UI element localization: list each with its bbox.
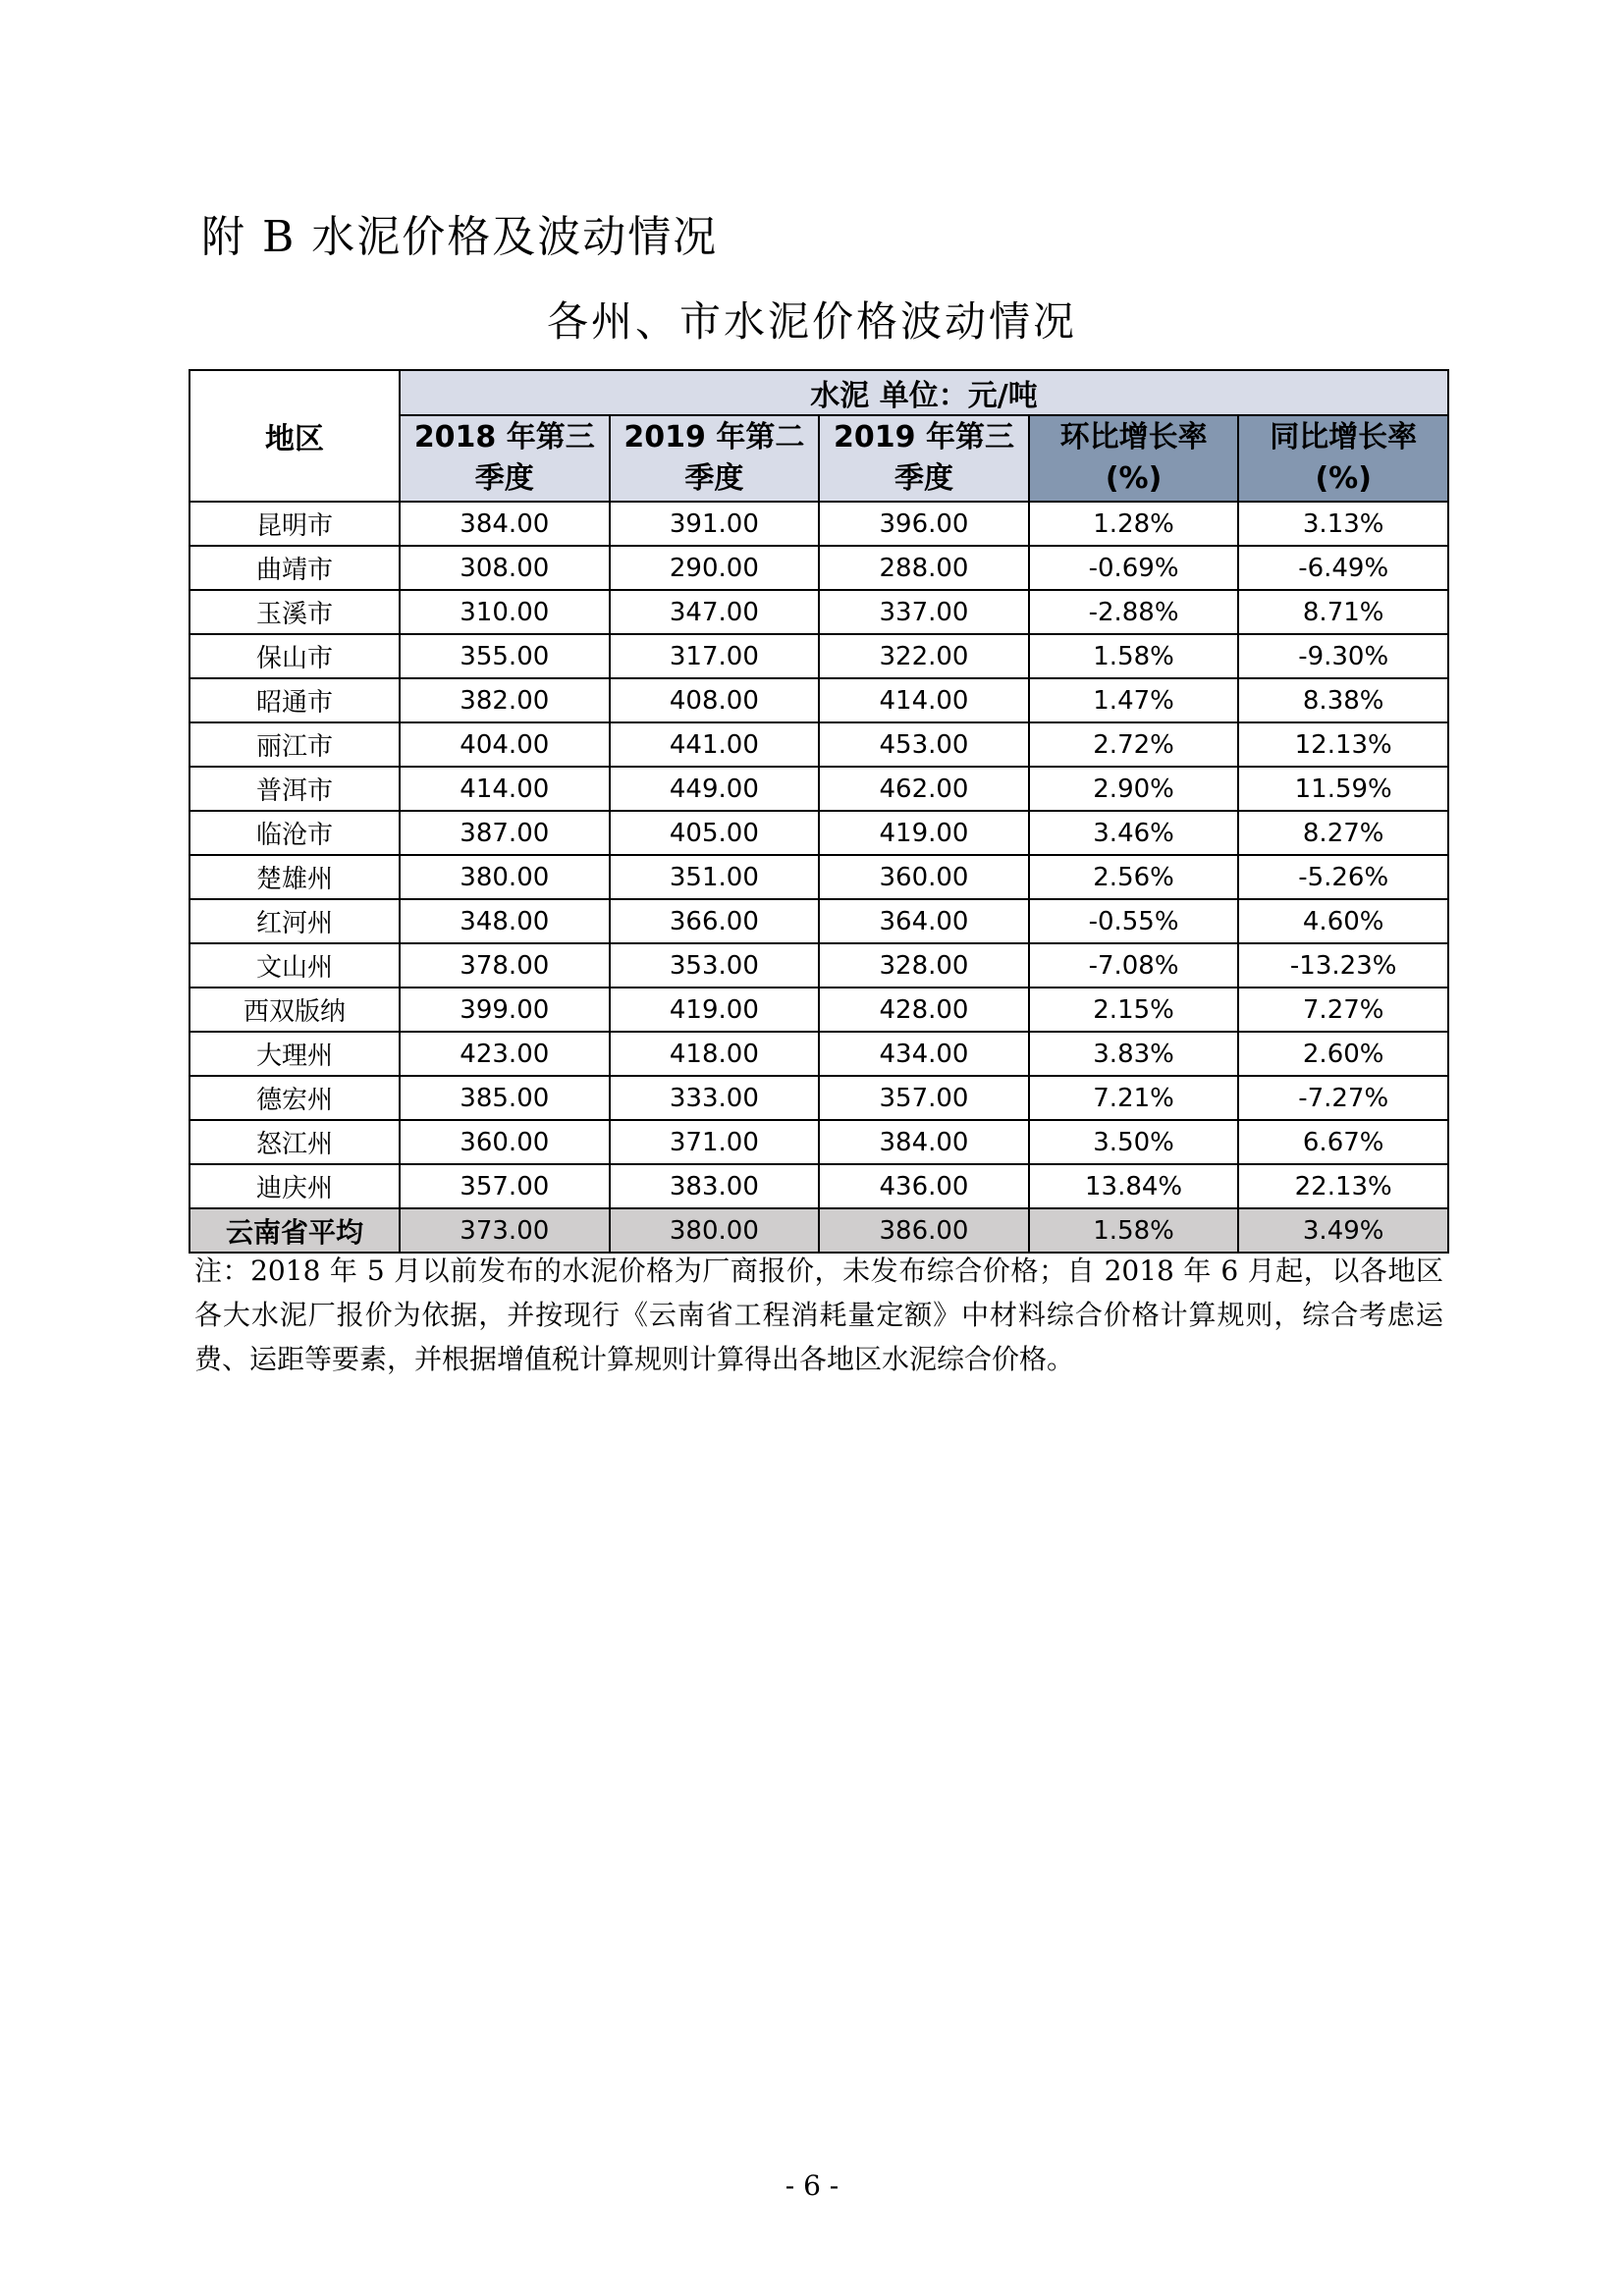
- qoq-rate-cell: 3.50%: [1029, 1120, 1239, 1164]
- price-2019-q2-cell: 441.00: [610, 722, 820, 767]
- qoq-rate-cell: 2.15%: [1029, 988, 1239, 1032]
- region-cell: 丽江市: [189, 722, 400, 767]
- yoy-rate-cell: 3.13%: [1238, 502, 1448, 546]
- table-row: [189, 634, 1448, 678]
- price-2019-q3-cell: 357.00: [819, 1076, 1029, 1120]
- col-yoy-header: 同比增长率 (%): [1238, 415, 1448, 502]
- price-2019-q3-cell: 453.00: [819, 722, 1029, 767]
- table-row: [189, 855, 1448, 899]
- yoy-rate-cell: -13.23%: [1238, 943, 1448, 988]
- region-cell: 怒江州: [189, 1120, 400, 1164]
- table-row: [189, 1164, 1448, 1208]
- qoq-rate-cell: 2.72%: [1029, 722, 1239, 767]
- price-2018-q3-cell: 348.00: [400, 899, 610, 943]
- qoq-rate-cell: 3.46%: [1029, 811, 1239, 855]
- price-2018-q3-cell: 357.00: [400, 1164, 610, 1208]
- price-2019-q2-cell: 449.00: [610, 767, 820, 811]
- price-2019-q2-cell: 333.00: [610, 1076, 820, 1120]
- table-row: [189, 1076, 1448, 1120]
- region-cell: 昭通市: [189, 678, 400, 722]
- region-cell: 昆明市: [189, 502, 400, 546]
- yoy-rate-cell: -6.49%: [1238, 546, 1448, 590]
- qoq-rate-cell: 2.90%: [1029, 767, 1239, 811]
- table-row: [189, 1120, 1448, 1164]
- yoy-rate-cell: -5.26%: [1238, 855, 1448, 899]
- table-body: [189, 502, 1448, 1208]
- price-2019-q2-cell: 371.00: [610, 1120, 820, 1164]
- price-2019-q3-cell: 419.00: [819, 811, 1029, 855]
- price-2019-q2-cell: 419.00: [610, 988, 820, 1032]
- price-2018-q3-cell: 310.00: [400, 590, 610, 634]
- price-2019-q3-cell: 436.00: [819, 1164, 1029, 1208]
- yoy-rate-cell: 22.13%: [1238, 1164, 1448, 1208]
- region-column-header: 地区: [189, 370, 400, 502]
- col-2019-q3-header: 2019 年第三 季度: [819, 415, 1029, 502]
- region-cell: 红河州: [189, 899, 400, 943]
- table-row: [189, 899, 1448, 943]
- price-2019-q3-cell: 414.00: [819, 678, 1029, 722]
- qoq-rate-cell: -7.08%: [1029, 943, 1239, 988]
- qoq-rate-cell: -0.55%: [1029, 899, 1239, 943]
- qoq-rate-cell: 1.28%: [1029, 502, 1239, 546]
- table-row: [189, 546, 1448, 590]
- price-2018-q3-cell: 423.00: [400, 1032, 610, 1076]
- average-2019-q3-cell: 386.00: [819, 1208, 1029, 1253]
- page-number: - 6 -: [785, 2169, 839, 2202]
- yoy-rate-cell: 8.38%: [1238, 678, 1448, 722]
- average-region-cell: 云南省平均: [189, 1208, 400, 1253]
- qoq-rate-cell: -2.88%: [1029, 590, 1239, 634]
- price-2019-q2-cell: 366.00: [610, 899, 820, 943]
- appendix-heading: 附 B 水泥价格及波动情况: [201, 212, 719, 262]
- region-cell: 玉溪市: [189, 590, 400, 634]
- price-2018-q3-cell: 308.00: [400, 546, 610, 590]
- yoy-rate-cell: 7.27%: [1238, 988, 1448, 1032]
- region-cell: 临沧市: [189, 811, 400, 855]
- yoy-rate-cell: 6.67%: [1238, 1120, 1448, 1164]
- price-2019-q2-cell: 408.00: [610, 678, 820, 722]
- price-2018-q3-cell: 355.00: [400, 634, 610, 678]
- table-row: [189, 811, 1448, 855]
- price-2019-q3-cell: 384.00: [819, 1120, 1029, 1164]
- price-2019-q3-cell: 337.00: [819, 590, 1029, 634]
- table-row: [189, 767, 1448, 811]
- price-2018-q3-cell: 387.00: [400, 811, 610, 855]
- price-2018-q3-cell: 385.00: [400, 1076, 610, 1120]
- yoy-rate-cell: 4.60%: [1238, 899, 1448, 943]
- price-2019-q2-cell: 347.00: [610, 590, 820, 634]
- yoy-rate-cell: -9.30%: [1238, 634, 1448, 678]
- qoq-rate-cell: 1.47%: [1029, 678, 1239, 722]
- table-row: [189, 988, 1448, 1032]
- price-2018-q3-cell: 384.00: [400, 502, 610, 546]
- region-cell: 迪庆州: [189, 1164, 400, 1208]
- qoq-rate-cell: 7.21%: [1029, 1076, 1239, 1120]
- table-row: [189, 1032, 1448, 1076]
- yoy-rate-cell: 11.59%: [1238, 767, 1448, 811]
- col-2018-q3-header: 2018 年第三 季度: [400, 415, 610, 502]
- price-2019-q3-cell: 328.00: [819, 943, 1029, 988]
- price-2019-q3-cell: 462.00: [819, 767, 1029, 811]
- yoy-rate-cell: 8.71%: [1238, 590, 1448, 634]
- price-2019-q3-cell: 360.00: [819, 855, 1029, 899]
- region-cell: 保山市: [189, 634, 400, 678]
- table-row: [189, 678, 1448, 722]
- qoq-rate-cell: 3.83%: [1029, 1032, 1239, 1076]
- price-2018-q3-cell: 404.00: [400, 722, 610, 767]
- region-cell: 西双版纳: [189, 988, 400, 1032]
- price-2018-q3-cell: 414.00: [400, 767, 610, 811]
- price-2019-q3-cell: 428.00: [819, 988, 1029, 1032]
- region-cell: 楚雄州: [189, 855, 400, 899]
- average-row: [189, 1208, 1448, 1253]
- price-2019-q2-cell: 351.00: [610, 855, 820, 899]
- yoy-rate-cell: 8.27%: [1238, 811, 1448, 855]
- price-2019-q2-cell: 317.00: [610, 634, 820, 678]
- unit-header: 水泥 单位：元/吨: [400, 370, 1448, 415]
- table-row: [189, 722, 1448, 767]
- average-2019-q2-cell: 380.00: [610, 1208, 820, 1253]
- table-row: [189, 943, 1448, 988]
- price-2019-q3-cell: 322.00: [819, 634, 1029, 678]
- price-2019-q2-cell: 391.00: [610, 502, 820, 546]
- region-cell: 普洱市: [189, 767, 400, 811]
- price-2019-q2-cell: 405.00: [610, 811, 820, 855]
- qoq-rate-cell: 2.56%: [1029, 855, 1239, 899]
- price-2019-q2-cell: 418.00: [610, 1032, 820, 1076]
- table-title: 各州、市水泥价格波动情况: [546, 297, 1077, 346]
- qoq-rate-cell: 13.84%: [1029, 1164, 1239, 1208]
- qoq-rate-cell: 1.58%: [1029, 634, 1239, 678]
- price-2019-q2-cell: 383.00: [610, 1164, 820, 1208]
- price-2018-q3-cell: 382.00: [400, 678, 610, 722]
- price-2018-q3-cell: 380.00: [400, 855, 610, 899]
- price-2019-q2-cell: 353.00: [610, 943, 820, 988]
- average-2018-q3-cell: 373.00: [400, 1208, 610, 1253]
- price-2018-q3-cell: 360.00: [400, 1120, 610, 1164]
- table-row: [189, 502, 1448, 546]
- region-cell: 曲靖市: [189, 546, 400, 590]
- price-2019-q3-cell: 396.00: [819, 502, 1029, 546]
- price-2018-q3-cell: 378.00: [400, 943, 610, 988]
- region-cell: 德宏州: [189, 1076, 400, 1120]
- region-cell: 大理州: [189, 1032, 400, 1076]
- yoy-rate-cell: -7.27%: [1238, 1076, 1448, 1120]
- price-2019-q3-cell: 288.00: [819, 546, 1029, 590]
- table-row: [189, 590, 1448, 634]
- price-2018-q3-cell: 399.00: [400, 988, 610, 1032]
- region-cell: 文山州: [189, 943, 400, 988]
- average-yoy-cell: 3.49%: [1238, 1208, 1448, 1253]
- qoq-rate-cell: -0.69%: [1029, 546, 1239, 590]
- average-qoq-cell: 1.58%: [1029, 1208, 1239, 1253]
- footnote: 注：2018 年 5 月以前发布的水泥价格为厂商报价，未发布综合价格；自 2018 年 6 月起，以各地区各大水泥厂报价为依据，并按现行《云南省工程消耗量定额》中材料综合价格计算规则，综合考虑运费、运距等要素，并根据增值税计算规则计算得出各地区水泥综合价格。: [194, 1255, 1443, 1375]
- cement-price-table: [189, 369, 1449, 1254]
- price-2019-q3-cell: 364.00: [819, 899, 1029, 943]
- price-2019-q2-cell: 290.00: [610, 546, 820, 590]
- yoy-rate-cell: 12.13%: [1238, 722, 1448, 767]
- col-2019-q2-header: 2019 年第二 季度: [610, 415, 820, 502]
- price-2019-q3-cell: 434.00: [819, 1032, 1029, 1076]
- yoy-rate-cell: 2.60%: [1238, 1032, 1448, 1076]
- col-qoq-header: 环比增长率 (%): [1029, 415, 1239, 502]
